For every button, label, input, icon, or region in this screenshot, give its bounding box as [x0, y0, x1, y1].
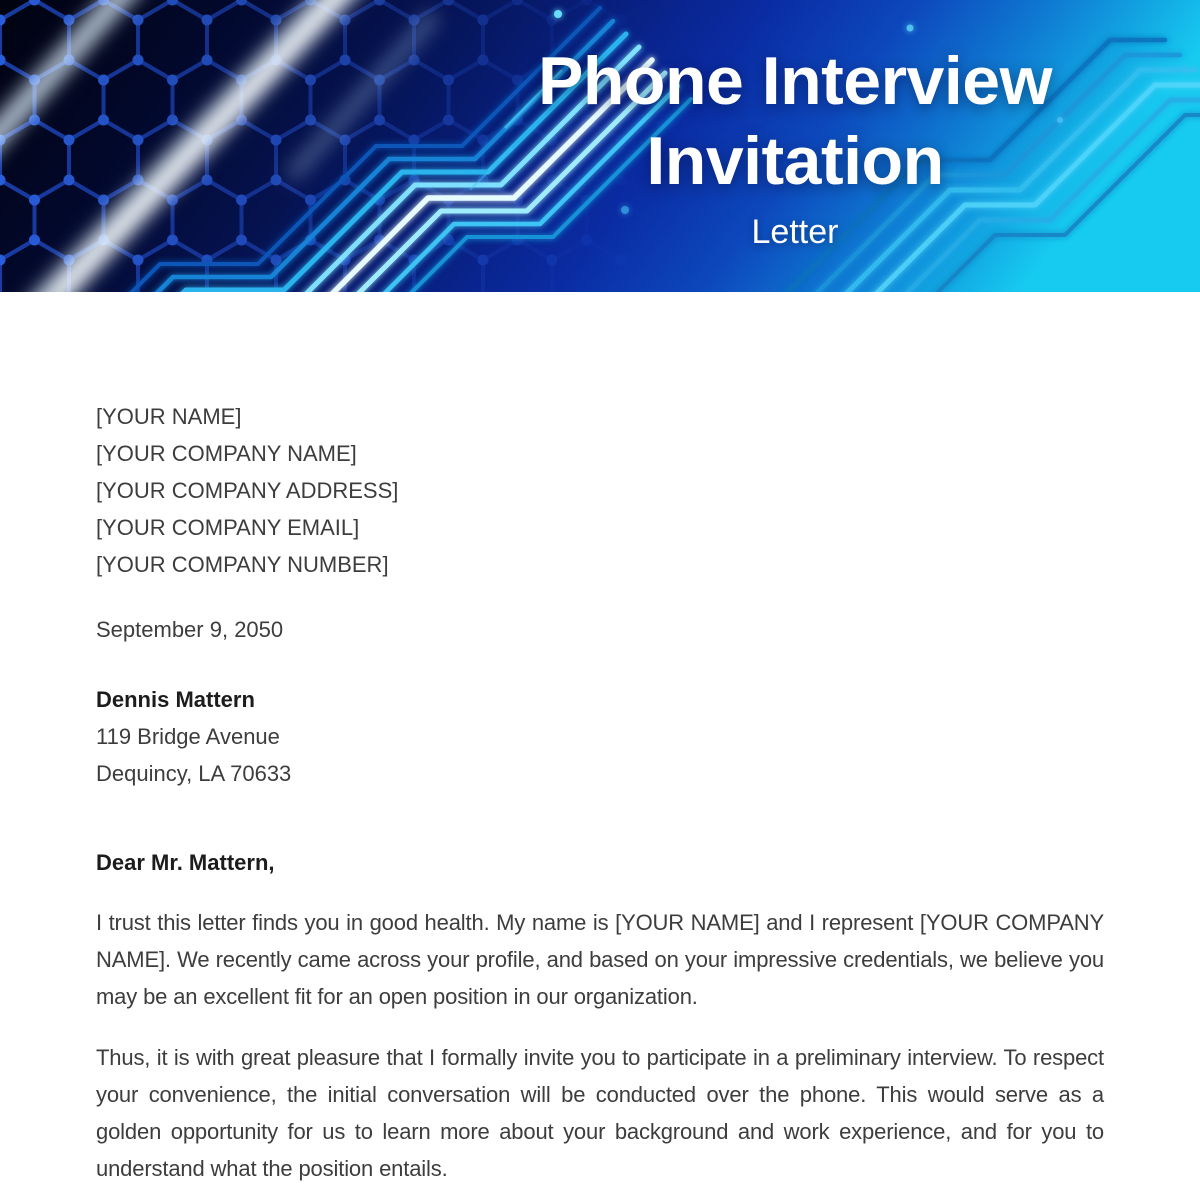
- page-title: Phone Interview Invitation: [538, 43, 1052, 199]
- date-line: September 9, 2050: [96, 617, 284, 642]
- recipient-block: [96, 681, 1104, 792]
- salutation: Dear Mr. Mattern,: [96, 850, 275, 875]
- sender-line: [YOUR COMPANY NUMBER]: [96, 552, 389, 577]
- page-subtitle: Letter: [751, 213, 839, 251]
- paragraph: I trust this letter finds you in good health. My name is [YOUR NAME] and I represent [YOUR COMPANY NAME]. We recently came across your profile, and based on your impressive credentials, we believe you may be an excellent fit for an open position in our organization.: [96, 910, 1104, 1009]
- paragraph: Thus, it is with great pleasure that I formally invite you to participate in a preliminary interview. To respect your convenience, the initial conversation will be conducted over the phone. This would serve as a golden opportunity for us to learn more about your background and work experience, and for you to understand what the position entails.: [96, 1045, 1104, 1181]
- sender-line: [YOUR NAME]: [96, 404, 242, 429]
- letter-body: [0, 292, 1200, 1187]
- sender-line: [YOUR COMPANY ADDRESS]: [96, 478, 399, 503]
- sender-line: [YOUR COMPANY NAME]: [96, 441, 357, 466]
- recipient-address-line: 119 Bridge Avenue: [96, 724, 280, 749]
- sender-block: [96, 398, 1104, 583]
- banner-text: [455, 41, 1135, 252]
- recipient-name: Dennis Mattern: [96, 687, 255, 712]
- recipient-address-line: Dequincy, LA 70633: [96, 761, 292, 786]
- banner: [0, 0, 1200, 292]
- sender-line: [YOUR COMPANY EMAIL]: [96, 515, 360, 540]
